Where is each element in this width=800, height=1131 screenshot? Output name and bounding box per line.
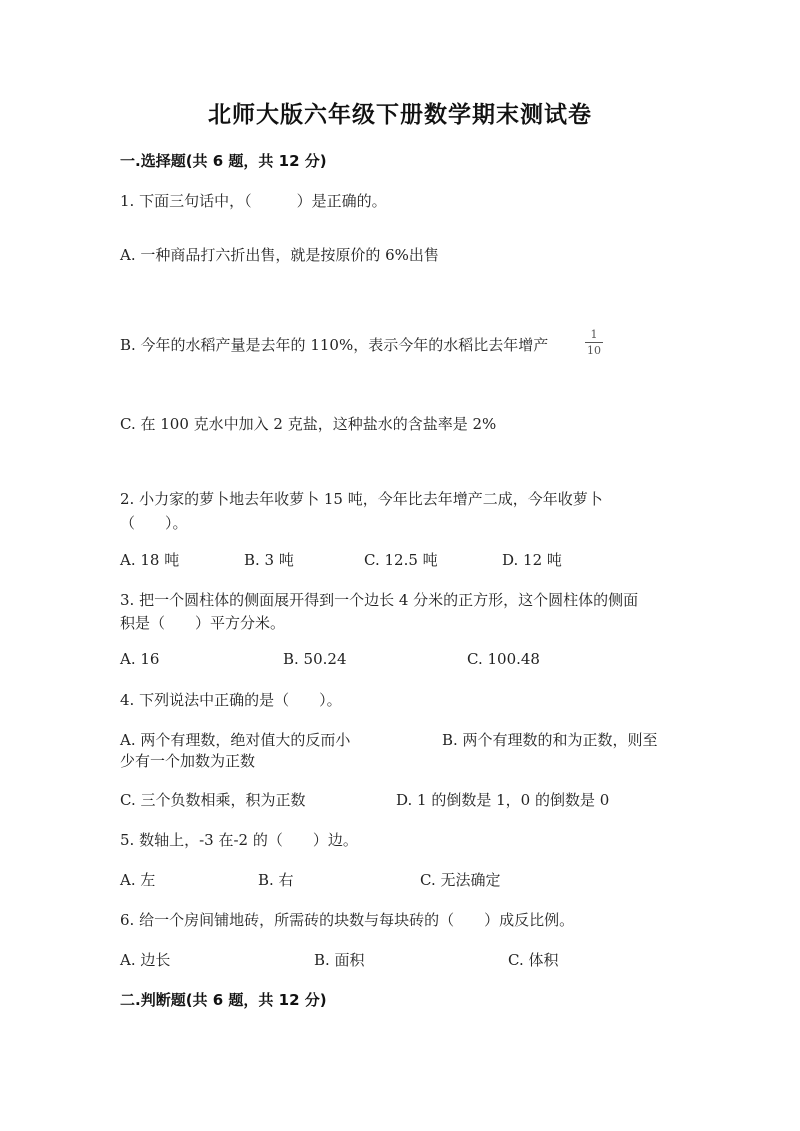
question-4-option-c: C. 三个负数相乘，积为正数 — [120, 791, 306, 809]
question-1-option-c: C. 在 100 克水中加入 2 克盐，这种盐水的含盐率是 2% — [120, 415, 497, 433]
question-6-option-c: C. 体积 — [508, 951, 559, 969]
question-4-stem: 4. 下列说法中正确的是（ ）。 — [120, 691, 342, 709]
question-2-option-d: D. 12 吨 — [502, 551, 562, 569]
question-5-option-a: A. 左 — [120, 871, 156, 889]
question-5-option-c: C. 无法确定 — [420, 871, 501, 889]
section-heading-choice: 一.选择题(共 6 题，共 12 分) — [120, 152, 327, 170]
question-2-option-c: C. 12.5 吨 — [364, 551, 438, 569]
question-2-option-a: A. 18 吨 — [120, 551, 180, 569]
question-1-option-a: A. 一种商品打六折出售，就是按原价的 6%出售 — [120, 246, 439, 264]
question-3-stem-line1: 3. 把一个圆柱体的侧面展开得到一个边长 4 分米的正方形，这个圆柱体的侧面 — [120, 591, 639, 609]
question-1-option-b: B. 今年的水稻产量是去年的 110%，表示今年的水稻比去年增产 — [120, 336, 549, 354]
question-2-stem-line2: （ ）。 — [120, 514, 188, 532]
question-4-option-a: A. 两个有理数，绝对值大的反而小 — [120, 731, 351, 749]
question-3-option-c: C. 100.48 — [467, 650, 540, 668]
fraction-denominator: 10 — [587, 344, 601, 357]
page-title: 北师大版六年级下册数学期末测试卷 — [208, 102, 592, 128]
section-heading-judgment: 二.判断题(共 6 题，共 12 分) — [120, 991, 327, 1009]
question-1-stem: 1. 下面三句话中，（ ）是正确的。 — [120, 192, 387, 210]
question-5-stem: 5. 数轴上，-3 在-2 的（ ）边。 — [120, 831, 358, 849]
question-2-stem-line1: 2. 小力家的萝卜地去年收萝卜 15 吨，今年比去年增产二成，今年收萝卜 — [120, 490, 603, 508]
fraction-numerator: 1 — [585, 328, 603, 343]
question-2-option-b: B. 3 吨 — [244, 551, 294, 569]
question-6-option-a: A. 边长 — [120, 951, 171, 969]
question-4-option-b-line1: B. 两个有理数的和为正数，则至 — [442, 731, 658, 749]
question-3-option-a: A. 16 — [120, 650, 160, 668]
question-3-stem-line2: 积是（ ）平方分米。 — [120, 614, 286, 632]
question-5-option-b: B. 右 — [258, 871, 294, 889]
question-3-option-b: B. 50.24 — [283, 650, 347, 668]
fraction-one-tenth — [585, 328, 603, 357]
question-6-option-b: B. 面积 — [314, 951, 365, 969]
question-6-stem: 6. 给一个房间铺地砖，所需砖的块数与每块砖的（ ）成反比例。 — [120, 911, 575, 929]
question-4-option-d: D. 1 的倒数是 1，0 的倒数是 0 — [396, 791, 610, 809]
question-4-option-b-line2: 少有一个加数为正数 — [120, 752, 256, 770]
